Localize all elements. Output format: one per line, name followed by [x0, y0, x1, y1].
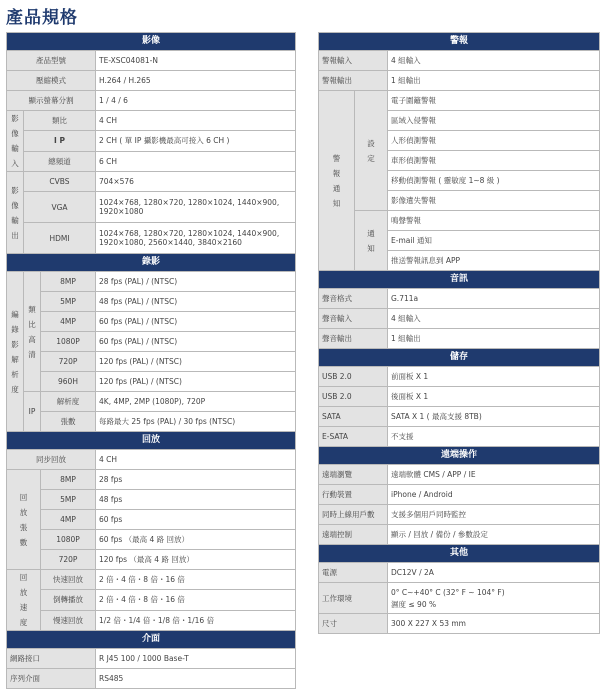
alarm-input-label: 警報輸入	[319, 51, 388, 71]
remote-header: 遠端操作	[319, 447, 600, 465]
sync-value: 4 CH	[96, 450, 296, 470]
pb-value: 60 fps	[96, 510, 296, 530]
audio-output-value: 1 組輸出	[388, 329, 600, 349]
model-label: 產品型號	[7, 51, 96, 71]
storage-value: 後面板 X 1	[388, 387, 600, 407]
ip-fps-value: 每路最大 25 fps (PAL) / 30 fps (NTSC)	[96, 412, 296, 432]
page-title: 產品規格	[6, 8, 78, 28]
speed-value: 2 倍・4 倍・8 倍・16 倍	[96, 590, 296, 610]
hdmi-label: HDMI	[24, 223, 96, 254]
alarm-setting-item: 車形偵測警報	[388, 151, 600, 171]
recording-group: 編錄影解析度	[7, 272, 24, 432]
pb-value: 120 fps （最高 4 路 回放）	[96, 550, 296, 570]
storage-value: 不支援	[388, 427, 600, 447]
audio-header: 音訊	[319, 271, 600, 289]
audio-output-label: 聲音輸出	[319, 329, 388, 349]
alarm-setting-item: 電子圍籬警報	[388, 91, 600, 111]
rec-label: 720P	[41, 352, 96, 372]
rec-label: 4MP	[41, 312, 96, 332]
rec-label: 1080P	[41, 332, 96, 352]
alarm-setting-item: 影像遺失警報	[388, 191, 600, 211]
rec-value: 120 fps (PAL) / (NTSC)	[96, 372, 296, 392]
alarm-input-value: 4 組輸入	[388, 51, 600, 71]
audio-format-label: 聲音格式	[319, 289, 388, 309]
left-spec-table	[6, 32, 296, 689]
rec-label: 8MP	[41, 272, 96, 292]
env-temp: 0° C~+40° C (32° F ~ 104° F)	[391, 587, 505, 597]
alarm-header: 警報	[319, 33, 600, 51]
alarm-notify-group: 警報通知	[319, 91, 355, 271]
alarm-setting-group: 設定	[355, 91, 388, 211]
model-value: TE-XSC04081-N	[96, 51, 296, 71]
network-value: R J45 100 / 1000 Base-T	[96, 649, 296, 669]
audio-input-label: 聲音輸入	[319, 309, 388, 329]
alarm-notice-item: 鳴聲警報	[388, 211, 600, 231]
video-header: 影像	[7, 33, 296, 51]
cvbs-label: CVBS	[24, 172, 96, 192]
video-output-group: 影像輸出	[7, 172, 24, 254]
power-value: DC12V / 2A	[388, 563, 600, 583]
alarm-output-label: 警報輸出	[319, 71, 388, 91]
split-label: 顯示螢幕分割	[7, 91, 96, 111]
storage-label: SATA	[319, 407, 388, 427]
env-humidity: 濕度 ≤ 90 %	[391, 599, 437, 609]
remote-value: 顯示 / 回放 / 備份 / 參數設定	[388, 525, 600, 545]
alarm-notice-item: E-mail 通知	[388, 231, 600, 251]
storage-label: USB 2.0	[319, 387, 388, 407]
rec-value: 48 fps (PAL) / (NTSC)	[96, 292, 296, 312]
env-value	[388, 583, 600, 614]
remote-value: 遠端軟體 CMS / APP / IE	[388, 465, 600, 485]
analog-value: 4 CH	[96, 111, 296, 131]
pb-label: 5MP	[41, 490, 96, 510]
ip-fps-label: 張數	[41, 412, 96, 432]
alarm-setting-item: 移動偵測警報 ( 靈敏度 1~8 級 )	[388, 171, 600, 191]
storage-label: E-SATA	[319, 427, 388, 447]
rec-value: 60 fps (PAL) / (NTSC)	[96, 332, 296, 352]
speed-label: 快速回放	[41, 570, 96, 590]
recording-ip-group: IP	[24, 392, 41, 432]
serial-value: RS485	[96, 669, 296, 689]
other-header: 其他	[319, 545, 600, 563]
rec-value: 120 fps (PAL) / (NTSC)	[96, 352, 296, 372]
speed-value: 2 倍・4 倍・8 倍・16 倍	[96, 570, 296, 590]
total-value: 6 CH	[96, 151, 296, 171]
playback-res-group: 回放張數	[7, 470, 41, 570]
pb-value: 60 fps （最高 4 路 回放）	[96, 530, 296, 550]
pb-label: 1080P	[41, 530, 96, 550]
alarm-setting-item: 人形偵測警報	[388, 131, 600, 151]
pb-value: 48 fps	[96, 490, 296, 510]
rec-label: 960H	[41, 372, 96, 392]
rec-value: 60 fps (PAL) / (NTSC)	[96, 312, 296, 332]
audio-format-value: G.711a	[388, 289, 600, 309]
pb-label: 720P	[41, 550, 96, 570]
pb-label: 4MP	[41, 510, 96, 530]
remote-value: 支援多個用戶同時監控	[388, 505, 600, 525]
storage-header: 儲存	[319, 349, 600, 367]
remote-label: 遠端瀏覽	[319, 465, 388, 485]
speed-value: 1/2 倍・1/4 倍・1/8 倍・1/16 倍	[96, 610, 296, 630]
storage-value: SATA X 1 ( 最高支援 8TB)	[388, 407, 600, 427]
hdmi-value: 1024×768, 1280×720, 1280×1024, 1440×900, 1920×1080, 2560×1440, 3840×2160	[96, 223, 296, 254]
pb-value: 28 fps	[96, 470, 296, 490]
video-input-group: 影像輸入	[7, 111, 24, 172]
remote-label: 遠端控制	[319, 525, 388, 545]
storage-value: 前面板 X 1	[388, 367, 600, 387]
serial-label: 序列介面	[7, 669, 96, 689]
network-label: 網路接口	[7, 649, 96, 669]
compression-value: H.264 / H.265	[96, 71, 296, 91]
ip-label: I P	[24, 131, 96, 151]
split-value: 1 / 4 / 6	[96, 91, 296, 111]
speed-label: 倒轉播放	[41, 590, 96, 610]
alarm-notice-group: 通知	[355, 211, 388, 271]
analog-label: 類比	[24, 111, 96, 131]
playback-header: 回放	[7, 432, 296, 450]
pb-label: 8MP	[41, 470, 96, 490]
size-label: 尺寸	[319, 614, 388, 634]
rec-label: 5MP	[41, 292, 96, 312]
right-spec-table	[318, 32, 600, 634]
sync-label: 同步回放	[7, 450, 96, 470]
remote-label: 同時上線用戶數	[319, 505, 388, 525]
rec-value: 28 fps (PAL) / (NTSC)	[96, 272, 296, 292]
remote-label: 行動裝置	[319, 485, 388, 505]
power-label: 電源	[319, 563, 388, 583]
alarm-output-value: 1 組輸出	[388, 71, 600, 91]
recording-header: 錄影	[7, 254, 296, 272]
interface-header: 介面	[7, 631, 296, 649]
recording-analog-group: 類比高清	[24, 272, 41, 392]
ip-res-value: 4K, 4MP, 2MP (1080P), 720P	[96, 392, 296, 412]
total-label: 總頻道	[24, 151, 96, 171]
ip-res-label: 解析度	[41, 392, 96, 412]
ip-value: 2 CH ( 單 IP 攝影機最高可接入 6 CH )	[96, 131, 296, 151]
size-value: 300 X 227 X 53 mm	[388, 614, 600, 634]
storage-label: USB 2.0	[319, 367, 388, 387]
vga-value: 1024×768, 1280×720, 1280×1024, 1440×900, 1920×1080	[96, 192, 296, 223]
compression-label: 壓縮模式	[7, 71, 96, 91]
speed-label: 慢速回放	[41, 610, 96, 630]
remote-value: iPhone / Android	[388, 485, 600, 505]
alarm-setting-item: 區域入侵警報	[388, 111, 600, 131]
vga-label: VGA	[24, 192, 96, 223]
playback-speed-group: 回放速度	[7, 570, 41, 631]
cvbs-value: 704×576	[96, 172, 296, 192]
env-label: 工作環境	[319, 583, 388, 614]
audio-input-value: 4 組輸入	[388, 309, 600, 329]
alarm-notice-item: 推送警報訊息到 APP	[388, 251, 600, 271]
